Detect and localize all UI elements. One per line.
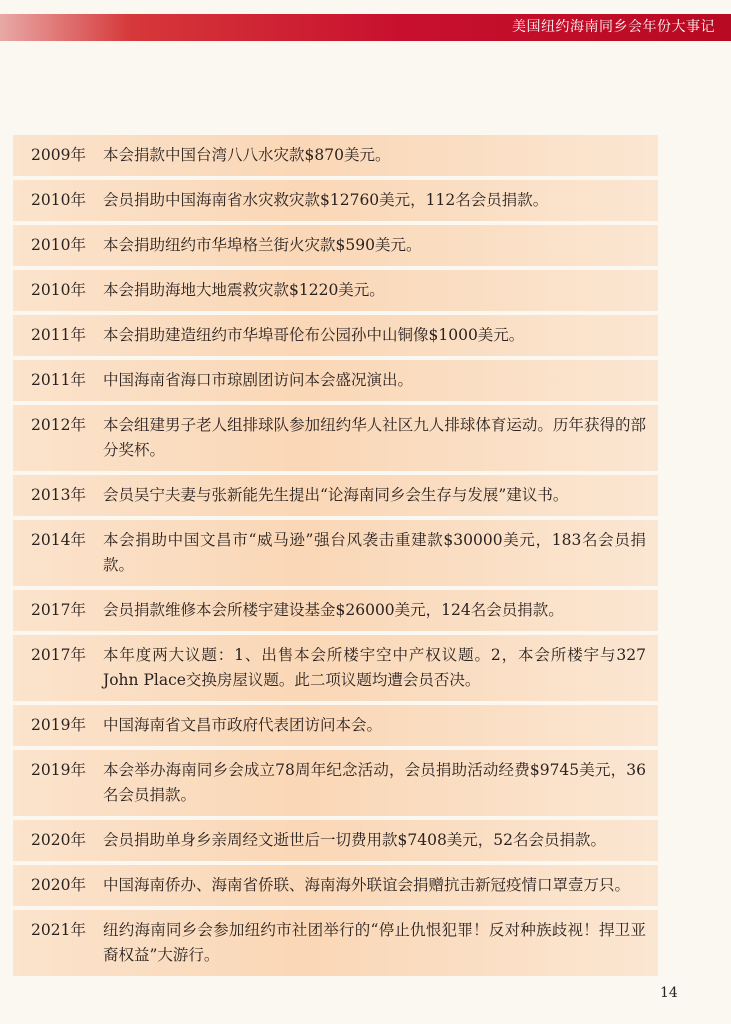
event-text: 本年度两大议题：1、出售本会所楼宇空中产权议题。2，本会所楼宇与327 John Place交换房屋议题。此二项议题均遭会员否决。 [103,646,646,689]
event-row [13,750,658,816]
event-row [13,180,658,221]
events-list [13,135,658,980]
event-year: 2011年 [31,371,86,389]
event-text: 本会组建男子老人组排球队参加纽约华人社区九人排球体育运动。历年获得的部分奖杯。 [103,416,646,459]
event-row [13,405,658,471]
event-row [13,590,658,631]
event-text: 纽约海南同乡会参加纽约市社团举行的“停止仇恨犯罪！反对种族歧视！捍卫亚裔权益”大游行。 [103,921,646,964]
event-text: 本会捐款中国台湾八八水灾款$870美元。 [103,146,391,164]
event-year: 2013年 [31,486,86,504]
event-text: 本会举办海南同乡会成立78周年纪念活动，会员捐助活动经费$9745美元，36名会员捐款。 [103,761,646,804]
event-row [13,910,658,976]
event-year: 2019年 [31,716,86,734]
event-year: 2014年 [31,531,86,549]
event-year: 2020年 [31,831,86,849]
event-year: 2017年 [31,646,86,664]
page-number: 14 [660,985,678,1001]
header-bar [0,14,731,41]
event-row [13,635,658,701]
event-row [13,360,658,401]
event-year: 2020年 [31,876,86,894]
event-row [13,520,658,586]
event-text: 本会捐助建造纽约市华埠哥伦布公园孙中山铜像$1000美元。 [103,326,525,344]
event-row [13,705,658,746]
event-row [13,315,658,356]
event-text: 会员捐助中国海南省水灾救灾款$12760美元，112名会员捐款。 [103,191,549,209]
event-text: 会员捐助单身乡亲周经文逝世后一切费用款$7408美元，52名会员捐款。 [103,831,607,849]
event-year: 2017年 [31,601,86,619]
event-text: 本会捐助海地大地震救灾款$1220美元。 [103,281,385,299]
event-row [13,135,658,176]
event-year: 2021年 [31,921,86,939]
event-year: 2009年 [31,146,86,164]
event-text: 中国海南侨办、海南省侨联、海南海外联谊会捐赠抗击新冠疫情口罩壹万只。 [103,876,631,894]
event-year: 2019年 [31,761,86,779]
event-row [13,475,658,516]
event-row [13,225,658,266]
event-text: 本会捐助中国文昌市“威马逊”强台风袭击重建款$30000美元，183名会员捐款。 [103,531,646,574]
event-text: 中国海南省文昌市政府代表团访问本会。 [103,716,383,734]
event-row [13,820,658,861]
event-row [13,865,658,906]
event-text: 中国海南省海口市琼剧团访问本会盛况演出。 [103,371,414,389]
event-text: 本会捐助纽约市华埠格兰街火灾款$590美元。 [103,236,422,254]
event-year: 2012年 [31,416,86,434]
event-year: 2010年 [31,191,86,209]
event-year: 2010年 [31,281,86,299]
event-text: 会员吴宁夫妻与张新能先生提出“论海南同乡会生存与发展”建议书。 [103,486,569,504]
header-title: 美国纽约海南同乡会年份大事记 [512,19,715,35]
event-row [13,270,658,311]
event-year: 2010年 [31,236,86,254]
event-text: 会员捐款维修本会所楼宇建设基金$26000美元，124名会员捐款。 [103,601,564,619]
event-year: 2011年 [31,326,86,344]
